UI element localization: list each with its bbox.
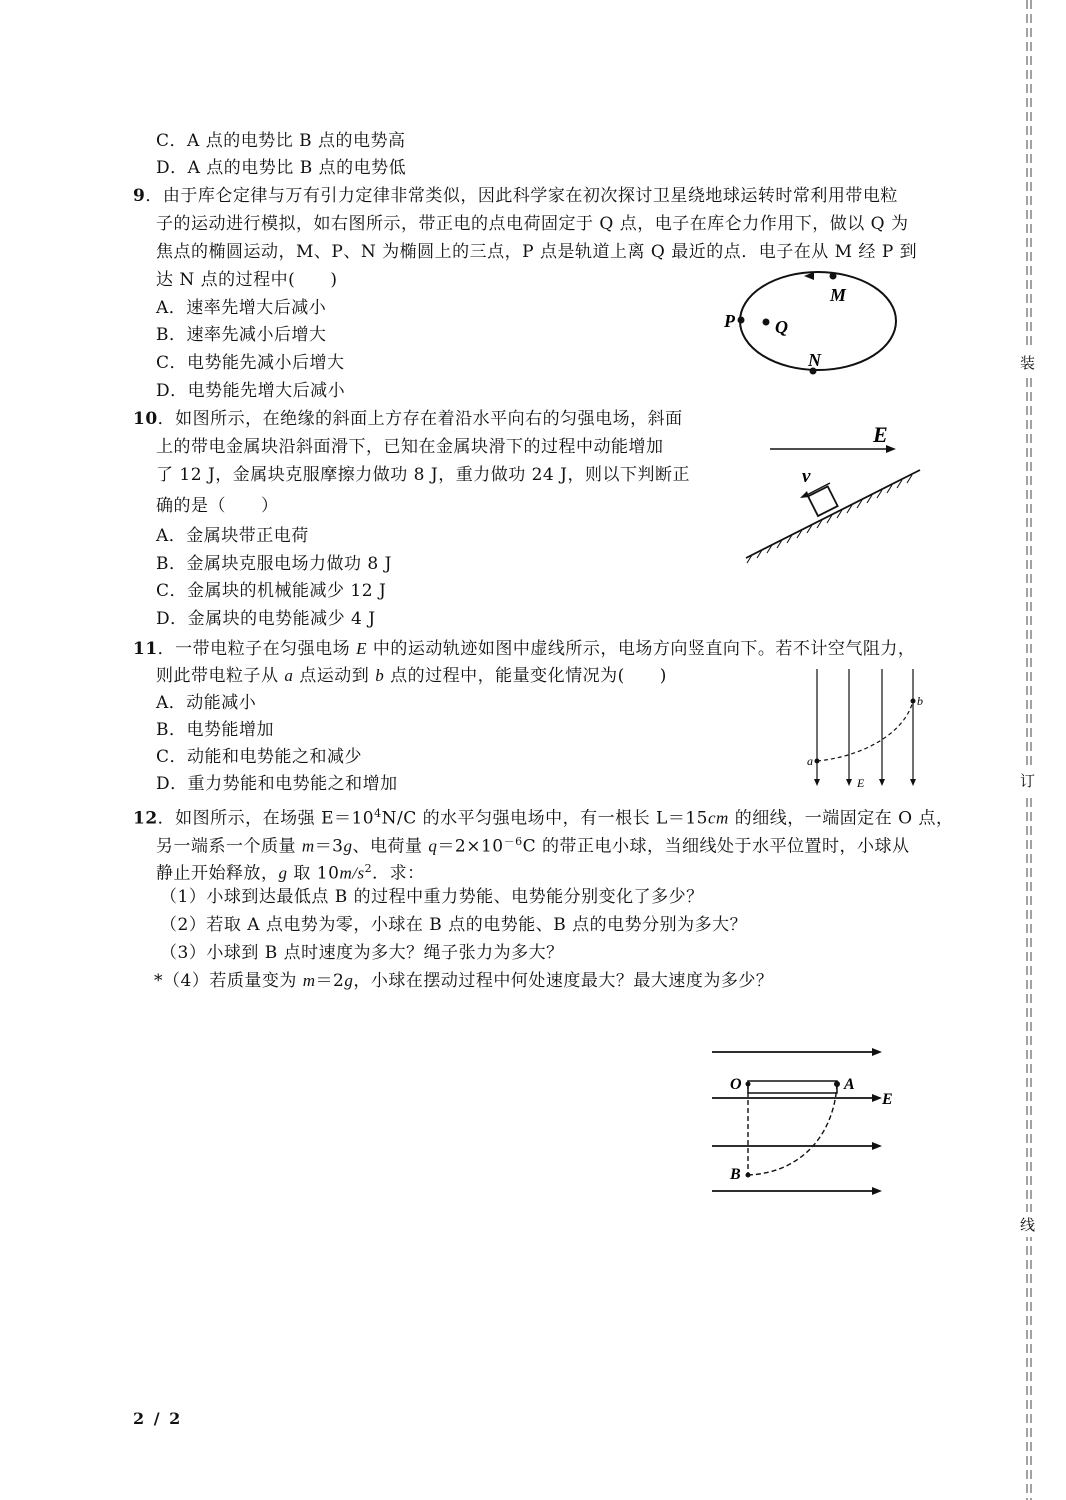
q11-option-b: B．电势能增加 (156, 720, 274, 740)
q11-stem-line1: 11．一带电粒子在匀强电场 E 中的运动轨迹如图中虚线所示，电场方向竖直向下。若不计空气阻力， (133, 639, 916, 659)
q12-sub-question-2: （2）若取 A 点电势为零，小球在 B 点的电势能、B 点的电势分别为多大？ (160, 915, 748, 935)
string-horizontal (748, 1081, 837, 1093)
label-o: O (730, 1076, 742, 1093)
q10-number: 10 (133, 409, 158, 429)
point-o (746, 1082, 751, 1087)
q10-stem-line2: 上的带电金属块沿斜面滑下，已知在金属块滑下的过程中动能增加 (156, 437, 664, 457)
q9-option-a: A．速率先增大后减小 (156, 298, 327, 318)
label-q: Q (775, 317, 788, 337)
q11-option-c: C．动能和电势能之和减少 (156, 747, 363, 767)
margin-label-ding: 订 (1020, 768, 1035, 793)
q12-stem-line3: 静止开始释放，g 取 $10m/s^2$．求： (156, 862, 425, 884)
q9-option-b: B．速率先减小后增大 (156, 325, 327, 345)
q12-sub-question-3: （3）小球到 B 点时速度为多大？绳子张力为多大？ (160, 943, 564, 963)
point-a (834, 1081, 840, 1087)
q11-stem-line2: 则此带电粒子从 a 点运动到 b 点的过程中，能量变化情况为( ) (156, 666, 667, 686)
label-a: a (807, 754, 813, 768)
q11-field-figure (800, 665, 935, 795)
q10-option-d: D．金属块的电势能减少 4 J (156, 609, 376, 629)
q9-stem-line3: 焦点的椭圆运动，M、P、N 为椭圆上的三点，P 点是轨道上离 Q 最近的点．电子在从 M 经 P 到 (156, 242, 918, 262)
label-e: E (857, 776, 865, 790)
label-e: E (873, 422, 888, 447)
q12-pendulum-figure (700, 1040, 910, 1200)
point-b (911, 699, 916, 704)
q10-stem-line4: 确的是（ ） (156, 496, 279, 516)
margin-label-zhuang: 装 (1020, 350, 1035, 375)
q9-stem-line2: 子的运动进行模拟，如右图所示，带正电的点电荷固定于 Q 点，电子在库仑力作用下，做以 Q 为 (156, 214, 909, 234)
label-n: N (808, 350, 821, 370)
q9-stem-line1: 9．由于库仑定律与万有引力定律非常类似，因此科学家在初次探讨卫星绕地球运转时常利用带电粒 (133, 186, 898, 206)
point-b (746, 1173, 751, 1178)
q10-stem-line1: 10．如图所示，在绝缘的斜面上方存在着沿水平向右的匀强电场，斜面 (133, 409, 683, 429)
q11-option-d: D．重力势能和电势能之和增加 (156, 774, 398, 794)
label-p: P (724, 311, 735, 331)
label-b: B (730, 1166, 741, 1183)
q10-incline-figure (738, 420, 928, 570)
q9-stem-line4: 达 N 点的过程中( ) (156, 270, 338, 290)
q9-option-d: D．电势能先增大后减小 (156, 381, 346, 401)
label-v: v (802, 466, 811, 487)
q10-stem-line3: 了 12 J，金属块克服摩擦力做功 8 J，重力做功 24 J，则以下判断正 (156, 465, 690, 485)
label-m: M (830, 285, 847, 305)
q10-option-c: C．金属块的机械能减少 12 J (156, 581, 387, 601)
q9-option-c: C．电势能先减小后增大 (156, 353, 345, 373)
page-number: 2 / 2 (133, 1409, 183, 1428)
margin-label-xian: 线 (1020, 1212, 1035, 1237)
q12-stem-line1: 12．如图所示，在场强 $E=10^4N/C$ 的水平匀强电场中，有一根长 L＝15cm 的细线，一端固定在 O 点， (133, 807, 954, 829)
point-m (830, 273, 837, 280)
q12-number: 12 (133, 808, 158, 829)
q8-option-d: D．A 点的电势比 B 点的电势低 (156, 158, 407, 178)
q11-number: 11 (133, 639, 158, 659)
field-arrows (872, 1048, 882, 1195)
q8-option-c: C．A 点的电势比 B 点的电势高 (156, 131, 406, 151)
q12-sub-question-4: *（4）若质量变为 m＝2g，小球在摆动过程中何处速度最大？最大速度为多少？ (154, 971, 774, 991)
point-q (763, 319, 770, 326)
incline-surface (746, 470, 920, 558)
label-a: A (844, 1076, 855, 1093)
point-p (738, 317, 745, 324)
q9-ellipse-figure (720, 270, 910, 385)
velocity-arrow (800, 491, 809, 498)
field-lines (817, 669, 913, 782)
q10-option-b: B．金属块克服电场力做功 8 J (156, 554, 392, 574)
q9-number: 9 (133, 186, 146, 206)
q10-option-a: A．金属块带正电荷 (156, 526, 309, 546)
trajectory-path (817, 701, 913, 761)
q12-sub-question-1: （1）小球到达最低点 B 的过程中重力势能、电势能分别变化了多少？ (160, 887, 704, 907)
q12-stem-line2: 另一端系一个质量 m＝3g、电荷量 $q=2\times 10^{-6}C$ 的带正电小球，当细线处于水平位置时，小球从 (156, 835, 910, 857)
field-arrows (814, 779, 916, 786)
label-b: b (917, 694, 923, 708)
binding-margin-line (1024, 0, 1034, 1500)
q11-option-a: A．动能减小 (156, 693, 257, 713)
point-a (815, 759, 820, 764)
label-e: E (882, 1091, 893, 1108)
metal-block (808, 486, 838, 516)
